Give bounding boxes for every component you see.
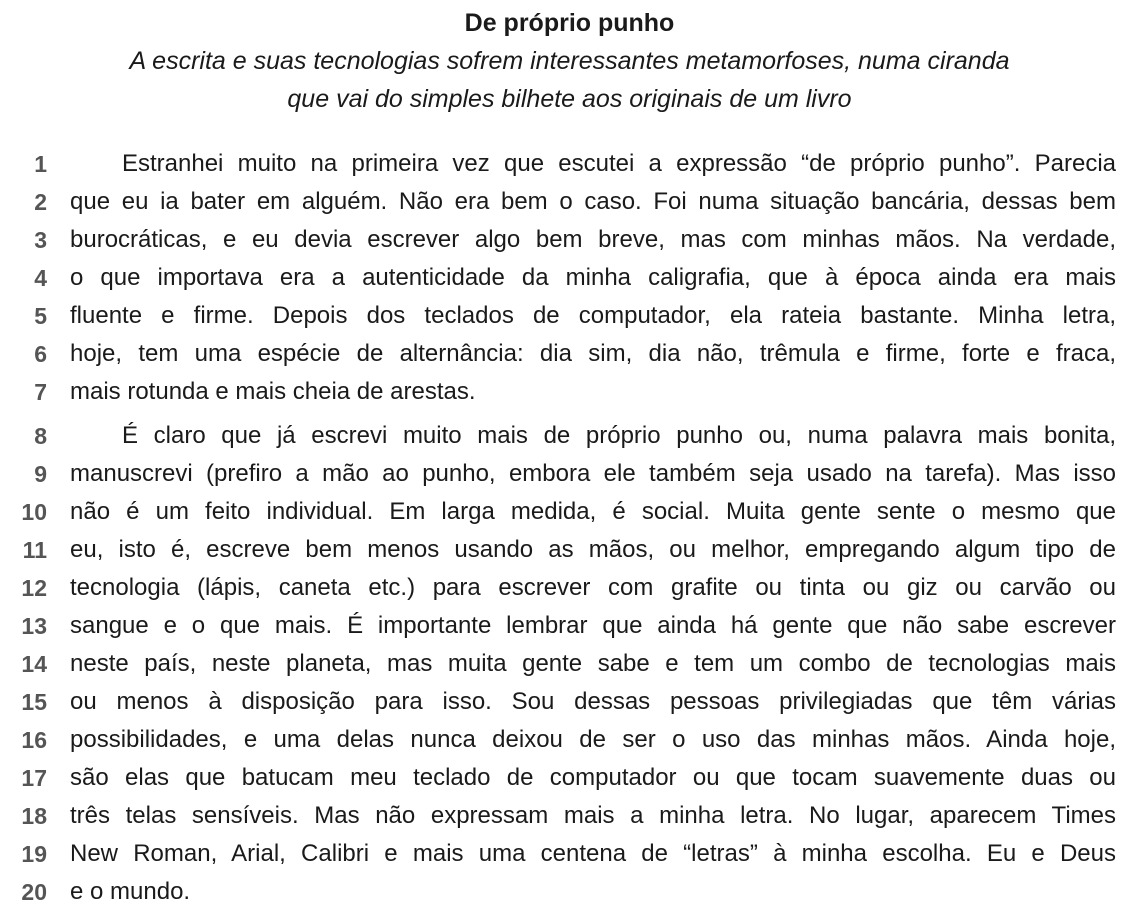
line-text: manuscrevi (prefiro a mão ao punho, embora ele também seja usado na tarefa). Mas isso (70, 460, 1116, 487)
line-text: hoje, tem uma espécie de alternância: dia sim, dia não, trêmula e firme, forte e fraca, (70, 340, 1116, 367)
line-text: eu, isto é, escreve bem menos usando as mãos, ou melhor, empregando algum tipo de (70, 536, 1116, 563)
line-text: mais rotunda e mais cheia de arestas. (70, 378, 476, 405)
line-text: são elas que batucam meu teclado de computador ou que tocam suavemente duas ou (70, 764, 1116, 791)
line-number: 5 (34, 303, 47, 329)
text-line (0, 645, 1139, 683)
text-line (0, 873, 1139, 911)
text-line (0, 335, 1139, 373)
line-number: 7 (34, 379, 47, 405)
subtitle-line-2: que vai do simples bilhete aos originais de um livro (287, 85, 852, 113)
text-line (0, 221, 1139, 259)
line-number: 14 (21, 651, 47, 677)
text-line (0, 259, 1139, 297)
text-line (0, 759, 1139, 797)
line-text: que eu ia bater em alguém. Não era bem o caso. Foi numa situação bancária, dessas bem (70, 188, 1116, 215)
line-number: 2 (34, 189, 47, 215)
text-line (0, 607, 1139, 645)
line-number: 17 (21, 765, 47, 791)
line-text: burocráticas, e eu devia escrever algo bem breve, mas com minhas mãos. Na verdade, (70, 226, 1116, 253)
text-line (0, 531, 1139, 569)
line-text: É claro que já escrevi muito mais de próprio punho ou, numa palavra mais bonita, (122, 422, 1116, 449)
line-text: possibilidades, e uma delas nunca deixou de ser o uso das minhas mãos. Ainda hoje, (70, 726, 1116, 753)
line-text: neste país, neste planeta, mas muita gente sabe e tem um combo de tecnologias mais (70, 650, 1116, 677)
line-number: 15 (21, 689, 47, 715)
line-number: 11 (22, 537, 47, 563)
text-line (0, 417, 1139, 455)
line-number: 1 (34, 151, 47, 177)
line-number: 6 (34, 341, 47, 367)
line-number: 8 (34, 423, 47, 449)
line-number: 9 (34, 461, 47, 487)
line-text: fluente e firme. Depois dos teclados de computador, ela rateia bastante. Minha letra, (70, 302, 1116, 329)
text-line (0, 297, 1139, 335)
line-number: 12 (21, 575, 47, 601)
line-number: 20 (21, 879, 47, 905)
line-text: ou menos à disposição para isso. Sou dessas pessoas privilegiadas que têm várias (70, 688, 1116, 715)
line-number: 13 (21, 613, 47, 639)
line-text: e o mundo. (70, 878, 191, 905)
text-line (0, 493, 1139, 531)
text-line (0, 183, 1139, 221)
line-number: 10 (21, 499, 47, 525)
line-number: 3 (34, 227, 47, 253)
text-line (0, 455, 1139, 493)
text-line (0, 721, 1139, 759)
line-number: 16 (21, 727, 47, 753)
subtitle-line-1: A escrita e suas tecnologias sofrem interessantes metamorfoses, numa ciranda (129, 47, 1010, 75)
text-line (0, 797, 1139, 835)
text-line (0, 373, 1139, 411)
line-text: tecnologia (lápis, caneta etc.) para escrever com grafite ou tinta ou giz ou carvão ou (70, 574, 1116, 601)
text-line (0, 835, 1139, 873)
line-text: Estranhei muito na primeira vez que escutei a expressão “de próprio punho”. Parecia (122, 150, 1116, 177)
line-number: 18 (21, 803, 47, 829)
text-line (0, 145, 1139, 183)
line-text: o que importava era a autenticidade da minha caligrafia, que à época ainda era mais (70, 264, 1116, 291)
line-number: 19 (21, 841, 47, 867)
line-text: três telas sensíveis. Mas não expressam mais a minha letra. No lugar, aparecem Times (70, 802, 1116, 829)
line-text: sangue e o que mais. É importante lembrar que ainda há gente que não sabe escrever (70, 612, 1116, 639)
line-text: New Roman, Arial, Calibri e mais uma centena de “letras” à minha escolha. Eu e Deus (70, 840, 1116, 867)
line-text: não é um feito individual. Em larga medida, é social. Muita gente sente o mesmo que (70, 498, 1116, 525)
page-title: De próprio punho (464, 9, 675, 37)
text-line (0, 683, 1139, 721)
text-line (0, 569, 1139, 607)
line-number: 4 (34, 265, 47, 291)
